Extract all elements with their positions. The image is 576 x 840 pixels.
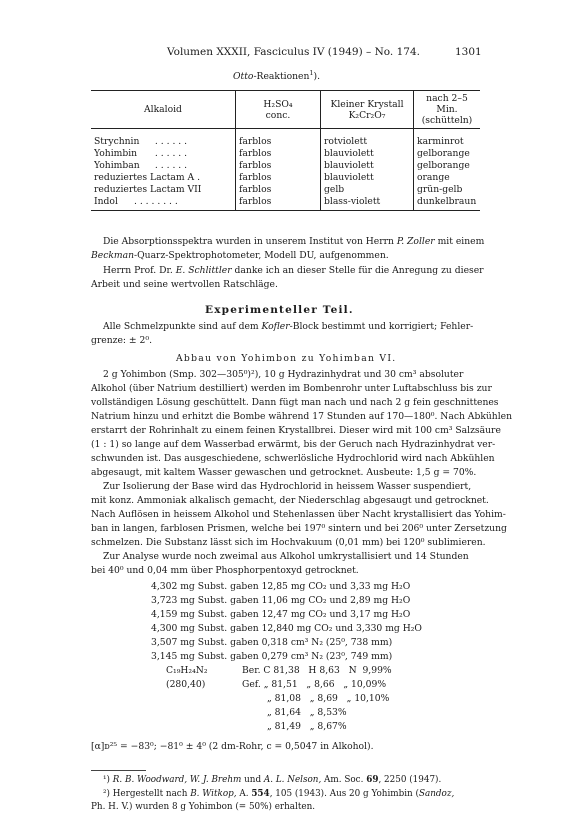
page-number: 1301 (455, 46, 482, 58)
formula-name: C₁₉H₂₄N₂ (166, 665, 208, 676)
body-line: bei 40⁰ und 0,04 mm über Phosphorpentoxyd getrocknet. (91, 565, 359, 576)
table-row (91, 129, 480, 148)
author-names: A. L. Nelson, (263, 775, 322, 785)
cell-alkaloid (91, 183, 236, 195)
table-header-row (91, 91, 480, 129)
body-line: Alkohol (über Natrium destilliert) werden im Bombenrohr unter Luftabschluss bis zur (91, 383, 492, 394)
text: und (241, 775, 264, 785)
analysis-line: 3,723 mg Subst. gaben 11,06 mg CO₂ und 2,89 mg H₂O (151, 595, 411, 606)
cell-h2so4: farblos (236, 129, 321, 148)
table-row (91, 171, 480, 183)
leader-dots: . . . . . . (152, 135, 188, 147)
running-title: Volumen XXXII, Fasciculus IV (1949) – No. 174. (167, 46, 420, 58)
leader-dots: . . . . . . (152, 159, 188, 171)
text: -Quarz-Spektrophotometer, Modell DU, aufgenommen. (134, 250, 389, 261)
person-name: E. Schlittler (175, 265, 232, 276)
para-thanks-line2: Arbeit und seine wertvollen Ratschläge. (91, 279, 278, 290)
body-line: 2 g Yohimbon (Smp. 302—305⁰)²), 10 g Hydrazinhydrat und 30 cm³ absoluter (103, 369, 464, 380)
body-line: vollständigen Lösung geschüttelt. Dann fügt man nach und nach 2 g fein geschnittenes (91, 397, 499, 408)
text: , 2250 (1947). (378, 775, 442, 785)
body-line: (1 : 1) so lange auf dem Wasserbad erwärmt, bis der Geruch nach Hydrazinhydrat ver- (91, 439, 496, 450)
table-row (91, 183, 480, 195)
alkaloid-name: Yohimban (94, 159, 140, 171)
footnote-marker: ²) (103, 789, 110, 799)
subsection-title: Abbau von Yohimbon zu Yohimban VI. (176, 353, 397, 364)
text: , 105 (1943). Aus 20 g Yohimbin ( (269, 789, 419, 799)
caption-end: ). (313, 71, 321, 82)
leader-dots: . (194, 171, 201, 183)
analysis-line: 3,507 mg Subst. gaben 0,318 cm³ N₂ (25⁰, 738 mm) (151, 637, 393, 648)
table-caption (233, 68, 321, 83)
text: Am. Soc. (321, 775, 367, 785)
leader-dots: . . . . . . (152, 147, 188, 159)
cell-alkaloid (91, 195, 236, 211)
col-krystall (321, 91, 414, 129)
analysis-line: 4,300 mg Subst. gaben 12,840 mg CO₂ und 3,330 mg H₂O (151, 623, 422, 634)
para-absorption-line1 (103, 236, 484, 248)
cell-alkaloid (91, 147, 236, 159)
cell-alkaloid (91, 129, 236, 148)
cell-alkaloid (91, 171, 236, 183)
col-nach (414, 91, 481, 129)
cell-h2so4: farblos (236, 147, 321, 159)
author-names: B. Witkop, (190, 789, 237, 799)
otto-reactions-table (91, 90, 480, 211)
analysis-line: 3,145 mg Subst. gaben 0,279 cm³ N₂ (23⁰, 749 mm) (151, 651, 393, 662)
cell-h2so4: farblos (236, 159, 321, 171)
body-line: schwunden ist. Das ausgeschiedene, schwerlösliche Hydrochlorid wird nach Abkühlen (91, 453, 495, 464)
body-line: erstarrt der Rohrinhalt zu einem feinen Krystallbrei. Dieser wird mit 100 cm³ Salzsäure (91, 425, 501, 436)
cell-krystall: blauviolett (321, 171, 414, 183)
caption-rest: -Reaktionen (253, 71, 310, 82)
footnote-marker: ¹) (103, 775, 110, 785)
cell-nach: gelborange (414, 159, 481, 171)
person-name: P. Zoller (396, 236, 435, 247)
footnote-2-line2: Ph. H. V.) wurden 8 g Yohimbon (= 50%) erhalten. (91, 802, 316, 812)
col-krystall-line2: K₂Cr₂O₇ (348, 109, 386, 121)
text: -Block bestimmt und korrigiert; Fehler- (289, 321, 474, 332)
footnote-1 (103, 774, 441, 786)
body-line: Zur Isolierung der Base wird das Hydrochlorid in heissem Wasser suspendiert, (103, 481, 472, 492)
text: Die Absorptionsspektra wurden in unserem Institut von Herrn (103, 236, 397, 247)
footnote-separator (91, 770, 146, 771)
text: Herrn Prof. Dr. (103, 265, 176, 276)
body-line: mit konz. Ammoniak alkalisch gemacht, der Niederschlag abgesaugt und getrocknet. (91, 495, 489, 506)
cell-nach: gelborange (414, 147, 481, 159)
analysis-line: 4,159 mg Subst. gaben 12,47 mg CO₂ und 3,17 mg H₂O (151, 609, 411, 620)
cell-nach: dunkelbraun (414, 195, 481, 211)
cell-h2so4: farblos (236, 171, 321, 183)
formula-mw: (280,40) (166, 679, 206, 690)
col-alkaloid-label: Alkaloid (144, 104, 182, 115)
table-row (91, 159, 480, 171)
col-nach-line2: (schütteln) (421, 115, 473, 126)
text: A. (236, 789, 252, 799)
alkaloid-name: Indol (94, 195, 118, 207)
body-line: Nach Auflösen in heissem Alkohol und Stehenlassen über Nacht krystallisiert das Yohim- (91, 509, 506, 520)
formula-found: „ 81,64 „ 8,53% (267, 707, 347, 718)
formula-found: Gef. „ 81,51 „ 8,66 „ 10,09% (242, 679, 387, 690)
cell-krystall: blass-violett (321, 195, 414, 211)
cell-alkaloid (91, 159, 236, 171)
cell-nach: grün-gelb (414, 183, 481, 195)
author-names: R. B. Woodward, W. J. Brehm (112, 775, 242, 785)
melting-line2: grenze: ± 2⁰. (91, 335, 152, 346)
col-alkaloid (91, 91, 236, 129)
melting-line1 (103, 321, 473, 333)
alkaloid-name: Strychnin (94, 135, 140, 147)
section-title: Experimenteller Teil. (205, 304, 354, 316)
leader-dots: . . . . . . . . (134, 195, 178, 207)
text: Hergestellt nach (112, 789, 191, 799)
cell-krystall: blauviolett (321, 159, 414, 171)
cell-nach: karminrot (414, 129, 481, 148)
alkaloid-name: Yohimbin (94, 147, 138, 159)
formula-found: „ 81,08 „ 8,69 „ 10,10% (267, 693, 390, 704)
formula-found: „ 81,49 „ 8,67% (267, 721, 347, 732)
device-name: Kofler (261, 321, 290, 332)
analysis-line: 4,302 mg Subst. gaben 12,85 mg CO₂ und 3,33 mg H₂O (151, 581, 411, 592)
text: danke ich an dieser Stelle für die Anregung zu dieser (231, 265, 484, 276)
alkaloid-name: reduziertes Lactam VII (94, 183, 202, 195)
supplier-name: Sandoz, (418, 789, 455, 799)
volume: 69 (366, 775, 379, 785)
cell-krystall: blauviolett (321, 147, 414, 159)
optical-rotation: [α]ᴅ²⁵ = −83⁰; −81⁰ ± 4⁰ (2 dm-Rohr, c = 0,5047 in Alkohol). (91, 741, 374, 752)
caption-ref: 1 (309, 68, 314, 77)
para-thanks-line1 (103, 265, 484, 277)
body-line: Zur Analyse wurde noch zweimal aus Alkohol umkrystallisiert und 14 Stunden (103, 551, 469, 562)
col-h2so4-line1: H₂SO₄ (263, 98, 293, 110)
cell-h2so4: farblos (236, 195, 321, 211)
para-absorption-line2 (91, 250, 389, 262)
text: Alle Schmelzpunkte sind auf dem (103, 321, 262, 332)
col-nach-line1: nach 2–5 Min. (426, 93, 468, 115)
cell-krystall: gelb (321, 183, 414, 195)
body-line: Natrium hinzu und erhitzt die Bombe während 17 Stunden auf 170—180⁰. Nach Abkühlen (91, 411, 513, 422)
instrument-name: Beckman (91, 250, 135, 261)
col-h2so4 (236, 91, 321, 129)
table-row (91, 147, 480, 159)
formula-calculated: Ber. C 81,38 H 8,63 N 9,99% (242, 665, 392, 676)
cell-nach: orange (414, 171, 481, 183)
cell-krystall: rotviolett (321, 129, 414, 148)
body-line: schmelzen. Die Substanz lässt sich im Hochvakuum (0,01 mm) bei 120⁰ sublimieren. (91, 537, 486, 548)
text: mit einem (434, 236, 485, 247)
footnote-2 (103, 788, 454, 800)
cell-h2so4: farblos (236, 183, 321, 195)
body-line: abgesaugt, mit kaltem Wasser gewaschen und getrocknet. Ausbeute: 1,5 g = 70%. (91, 467, 477, 478)
body-line: ban in langen, farblosen Prismen, welche bei 197⁰ sintern und bei 206⁰ unter Zersetzung (91, 523, 507, 534)
caption-italic: Otto (233, 71, 254, 82)
volume: 554 (251, 789, 270, 799)
table-row (91, 195, 480, 211)
alkaloid-name: reduziertes Lactam A (94, 171, 195, 183)
col-h2so4-line2: conc. (265, 109, 291, 121)
col-krystall-line1: Kleiner Krystall (330, 98, 404, 110)
